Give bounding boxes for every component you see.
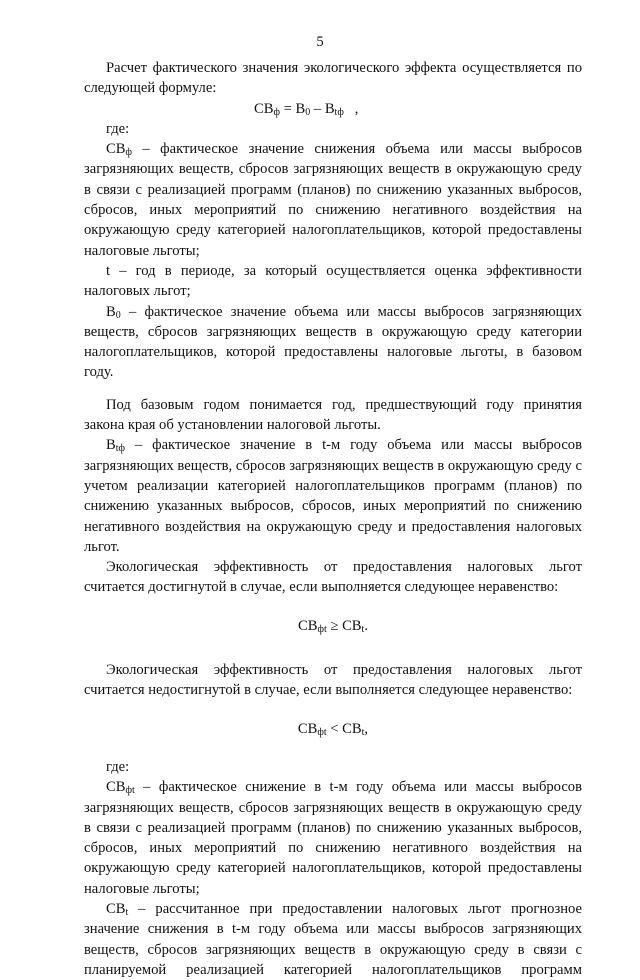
where-label: где: (106, 120, 130, 137)
definition-b0: $В_0$ – фактическое значение объема или массы выбросов загрязняющих веществ, сбросов загрязняющих веществ в окружающую среду категории налогоплательщиков, которой предоставлены налоговые льготы, в базовом году. (84, 303, 582, 381)
intro-paragraph: Расчет фактического значения экологического эффекта осуществляется по следующей формуле: (84, 60, 582, 97)
definition-t: t – год в периоде, за который осуществляется оценка эффективности налоговых льгот; (84, 262, 582, 300)
page-number: 5 (316, 34, 324, 50)
definition-sv-f: $СВ_ф$ – фактическое значение снижения объема или массы выбросов загрязняющих веществ, сбросов загрязняющих веществ в окружающую среду в связи с реализацией программ (планов) по снижению указанных выбросов, сбросов, иных мероприятий по снижению негативного воздействия на окружающую среду категорией налогоплательщиков, которой предоставлены налоговые льготы; (84, 141, 582, 259)
achieved-paragraph: Экологическая эффективность от предоставления налоговых льгот считается достигнутой в случае, если выполняется следующее неравенство: (84, 559, 582, 596)
page-content (84, 58, 582, 980)
formula-base: $СВ_ф = В_0 - В_{tф}$ , (254, 100, 359, 118)
not-achieved-paragraph: Экологическая эффективность от предоставления налоговых льгот считается недостигнутой в случае, если выполняется следующее неравенство: (84, 662, 582, 699)
definition-sv-t: $СВ_t$ – рассчитанное при предоставлении налоговых льгот прогнозное значение снижения в t-м году объема или массы выбросов загрязняющих веществ, сбросов загрязняющих веществ в окружающую среду в связи с планируемой реализацией категорией налогоплательщиков программ (84, 900, 582, 978)
base-year-paragraph: Под базовым годом понимается год, предшествующий году принятия закона края об установлении налоговой льготы. (84, 396, 582, 434)
definition-btf: $В_{tф}$ – фактическое значение в t-м году объема или массы выбросов загрязняющих веществ, сбросов загрязняющих веществ в окружающую среду с учетом реализации категорией налогоплательщиков программ (планов) по снижению указанных выбросов, сбросов, иных мероприятий по снижению негативного воздействия на окружающую среду и предоставления налоговых льгот. (84, 437, 582, 555)
definition-sv-ft: $СВ_{фt}$ – фактическое снижение в t-м году объема или массы выбросов загрязняющих веществ, сбросов загрязняющих веществ в окружающую среду в связи с реализацией программ (планов) по снижению указанных выбросов, сбросов, иных мероприятий по снижению негативного воздействия на окружающую среду категорией налогоплательщиков, которой предоставлены налоговые льготы; (84, 779, 582, 897)
formula-not-achieved: $СВ_{фt} < СВ_t$, (297, 720, 369, 738)
formula-achieved: $СВ_{фt} \ge СВ_t$. (298, 617, 368, 635)
where-label-2: где: (106, 758, 130, 775)
